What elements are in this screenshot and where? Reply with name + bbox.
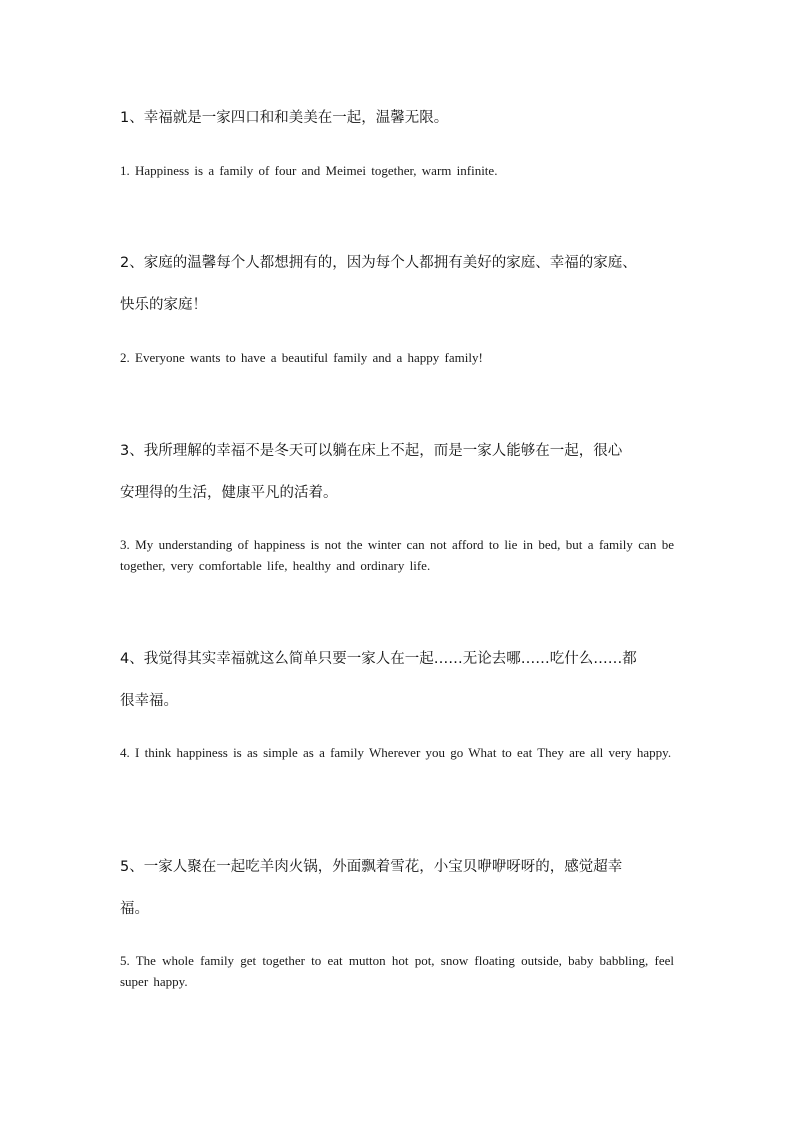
item-2-chinese-line-1: 2、家庭的温馨每个人都想拥有的，因为每个人都拥有美好的家庭、幸福的家庭、 <box>120 255 637 271</box>
item-4-english: 4. I think happiness is as simple as a family Wherever you go What to eat They are all very happy. <box>120 745 672 760</box>
item-3-chinese-line-2: 安理得的生活，健康平凡的活着。 <box>120 485 338 501</box>
item-1-english: 1. Happiness is a family of four and Meimei together, warm infinite. <box>120 163 498 178</box>
item-2-english: 2. Everyone wants to have a beautiful family and a happy family! <box>120 350 483 365</box>
item-5-chinese-line-2: 福。 <box>120 901 149 917</box>
item-3-english: 3. My understanding of happiness is not the winter can not afford to lie in bed, but a family can be together, very comfortable life, healthy and ordinary life. <box>120 537 674 573</box>
item-4-chinese-line-1: 4、我觉得其实幸福就这么简单只要一家人在一起……无论去哪……吃什么……都 <box>120 651 637 667</box>
item-1-chinese: 1、幸福就是一家四口和和美美在一起，温馨无限。 <box>120 110 449 126</box>
item-4-chinese-line-2: 很幸福。 <box>120 693 178 709</box>
item-2-chinese-line-2: 快乐的家庭！ <box>120 297 207 313</box>
item-5-english: 5. The whole family get together to eat mutton hot pot, snow floating outside, baby babbling, feel super happy. <box>120 953 674 989</box>
item-5-chinese-line-1: 5、一家人聚在一起吃羊肉火锅，外面飘着雪花，小宝贝咿咿呀呀的，感觉超幸 <box>120 859 623 875</box>
item-3-chinese-line-1: 3、我所理解的幸福不是冬天可以躺在床上不起，而是一家人能够在一起，很心 <box>120 443 623 459</box>
